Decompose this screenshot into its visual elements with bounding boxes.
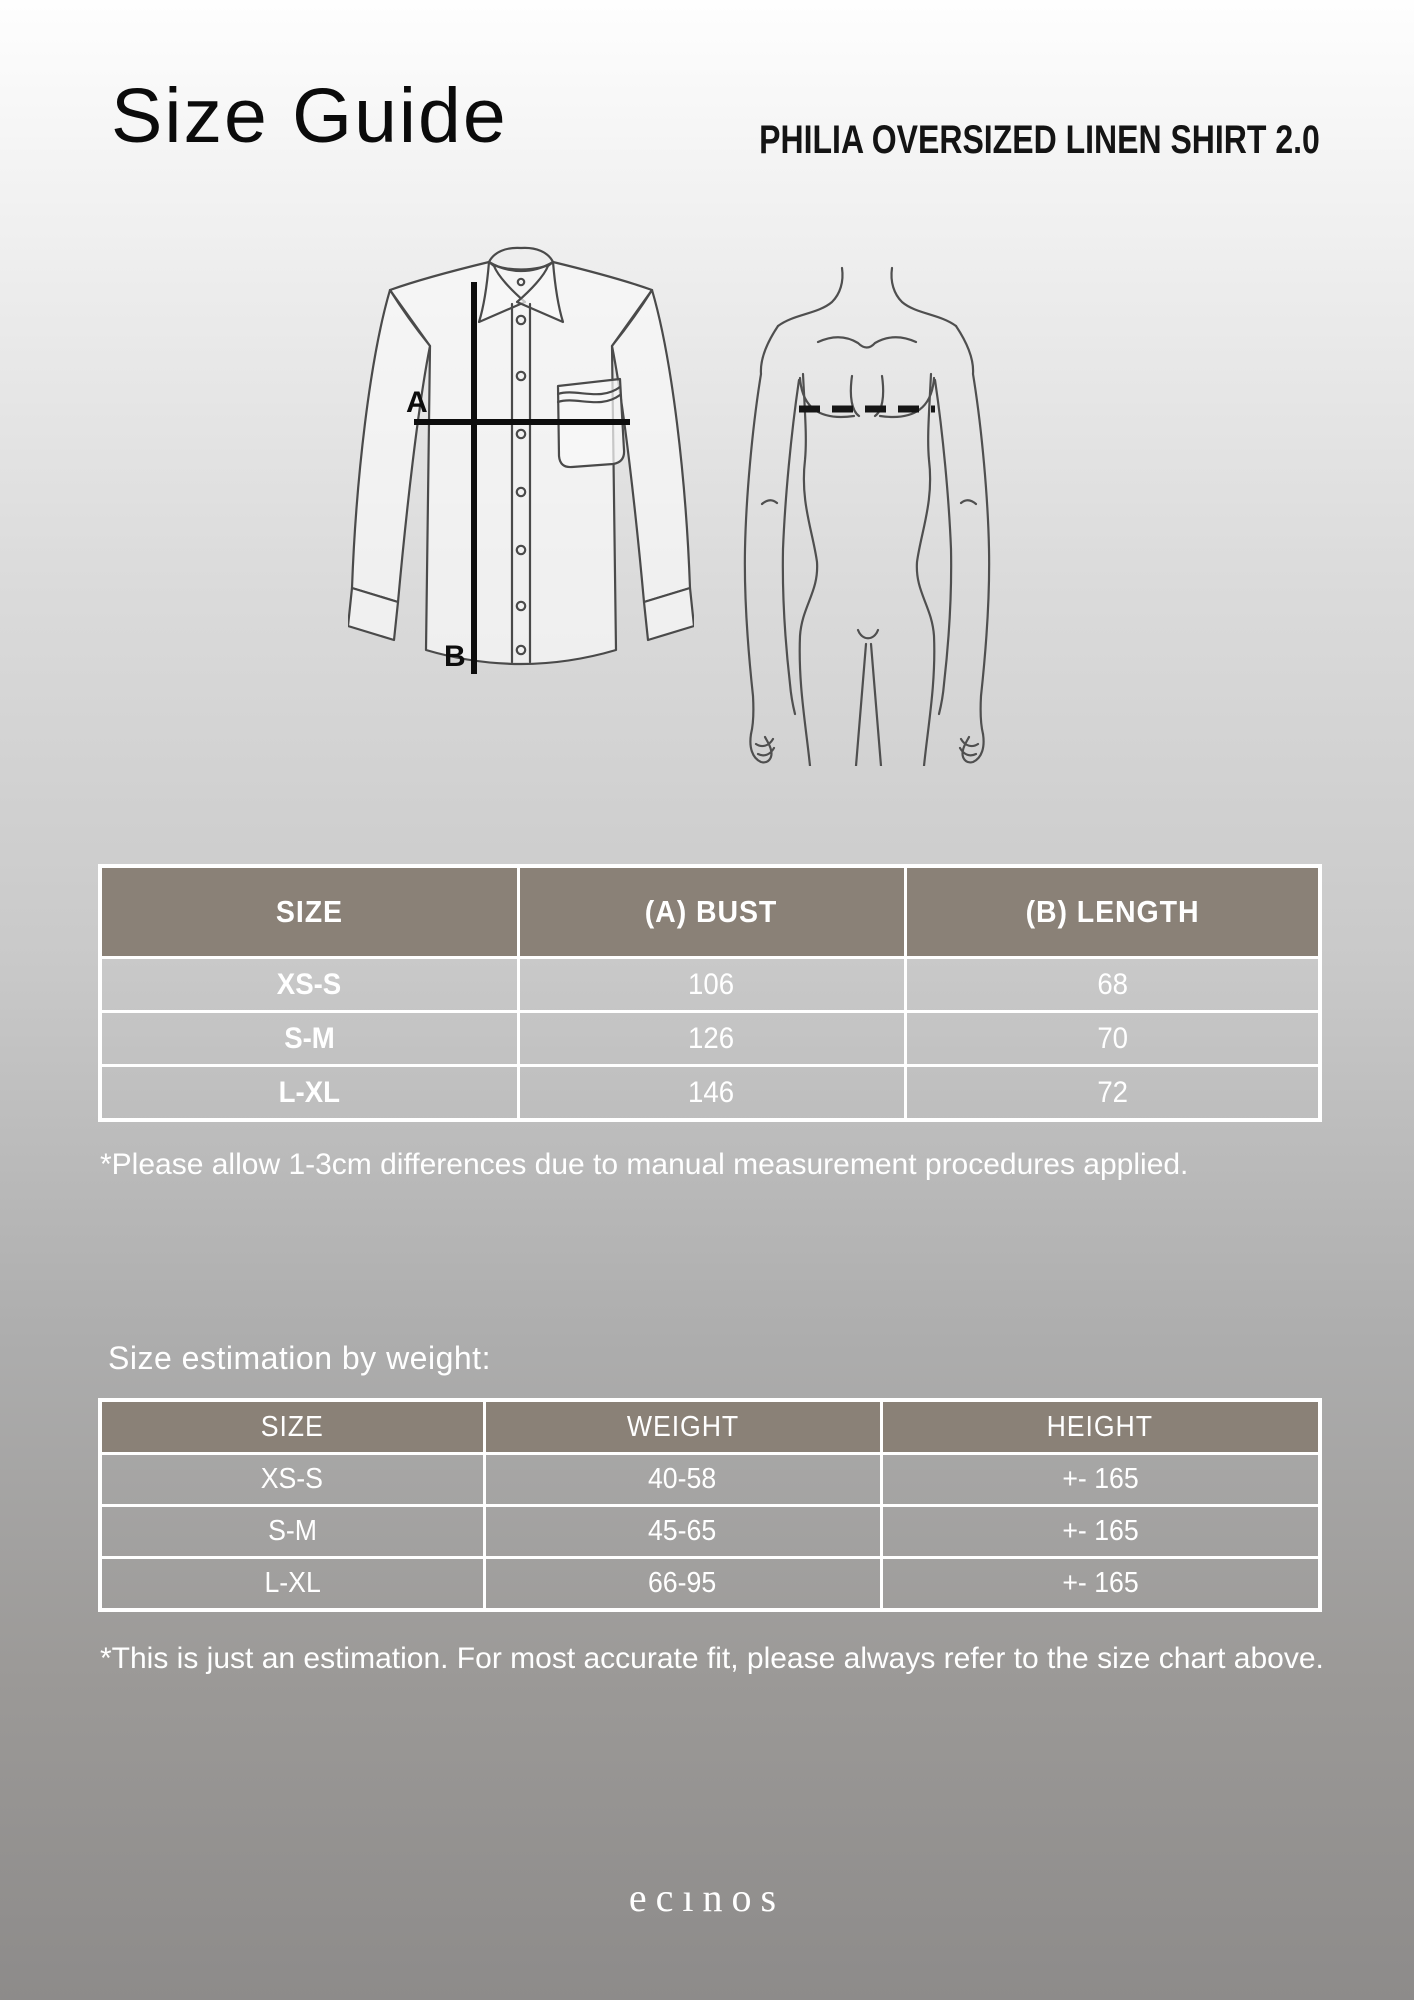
page-title: Size Guide <box>111 73 508 159</box>
size-cell: S-M <box>100 1506 484 1558</box>
collar-band <box>489 248 553 262</box>
body-diagram <box>742 264 996 766</box>
arm-inner-left <box>783 380 799 714</box>
arm-inner-right <box>935 380 951 714</box>
bust-cell: 126 <box>518 1012 905 1066</box>
measure-label-b: B <box>444 640 466 673</box>
hand-right <box>960 734 984 762</box>
arm-outer-right <box>956 326 989 734</box>
size-cell: XS-S <box>100 958 518 1012</box>
length-cell: 68 <box>905 958 1320 1012</box>
length-column-header: (B) LENGTH <box>905 866 1320 958</box>
torso-left <box>800 374 817 766</box>
bust-cell: 106 <box>518 958 905 1012</box>
height-cell: +- 165 <box>881 1506 1320 1558</box>
bust-cell: 146 <box>518 1066 905 1121</box>
weight-table-header-row <box>100 1400 1320 1454</box>
torso-right <box>917 374 934 766</box>
weight-table <box>98 1398 1322 1612</box>
weight-cell: 40-58 <box>484 1454 881 1506</box>
hand-left <box>750 734 774 762</box>
neck-right <box>891 268 956 326</box>
table-row <box>100 958 1320 1012</box>
table-row <box>100 1558 1320 1611</box>
size-cell: L-XL <box>100 1558 484 1611</box>
weight-cell: 66-95 <box>484 1558 881 1611</box>
neck-left <box>778 268 843 326</box>
size-column-header: SIZE <box>100 1400 484 1454</box>
weight-section-heading: Size estimation by weight: <box>108 1340 491 1376</box>
leg-inner-left <box>856 644 866 766</box>
shirt-diagram <box>348 246 694 678</box>
weight-column-header: WEIGHT <box>484 1400 881 1454</box>
size-cell: L-XL <box>100 1066 518 1121</box>
table-row <box>100 1066 1320 1121</box>
measure-label-a: A <box>406 386 428 419</box>
crotch <box>858 630 878 638</box>
length-cell: 72 <box>905 1066 1320 1121</box>
shirt-sleeve-left <box>352 290 430 602</box>
length-cell: 70 <box>905 1012 1320 1066</box>
height-column-header: HEIGHT <box>881 1400 1320 1454</box>
size-column-header: SIZE <box>100 866 518 958</box>
elbow-left <box>762 500 777 504</box>
estimation-note: *This is just an estimation. For most accurate fit, please always refer to the size chart above. <box>100 1642 1324 1675</box>
table-row <box>100 1454 1320 1506</box>
size-table-header-row <box>100 866 1320 958</box>
table-row <box>100 1012 1320 1066</box>
height-cell: +- 165 <box>881 1558 1320 1611</box>
weight-cell: 45-65 <box>484 1506 881 1558</box>
table-row <box>100 1506 1320 1558</box>
height-cell: +- 165 <box>881 1454 1320 1506</box>
bust-column-header: (A) BUST <box>518 866 905 958</box>
product-name: PHILIA OVERSIZED LINEN SHIRT 2.0 <box>759 118 1320 162</box>
clavicle <box>818 337 916 347</box>
elbow-right <box>961 500 976 504</box>
measurement-note: *Please allow 1-3cm differences due to manual measurement procedures applied. <box>100 1148 1189 1181</box>
size-table <box>98 864 1322 1122</box>
arm-outer-left <box>745 326 778 734</box>
leg-inner-right <box>871 644 881 766</box>
size-cell: XS-S <box>100 1454 484 1506</box>
size-cell: S-M <box>100 1012 518 1066</box>
brand-logo: ecınos <box>628 1875 786 1920</box>
